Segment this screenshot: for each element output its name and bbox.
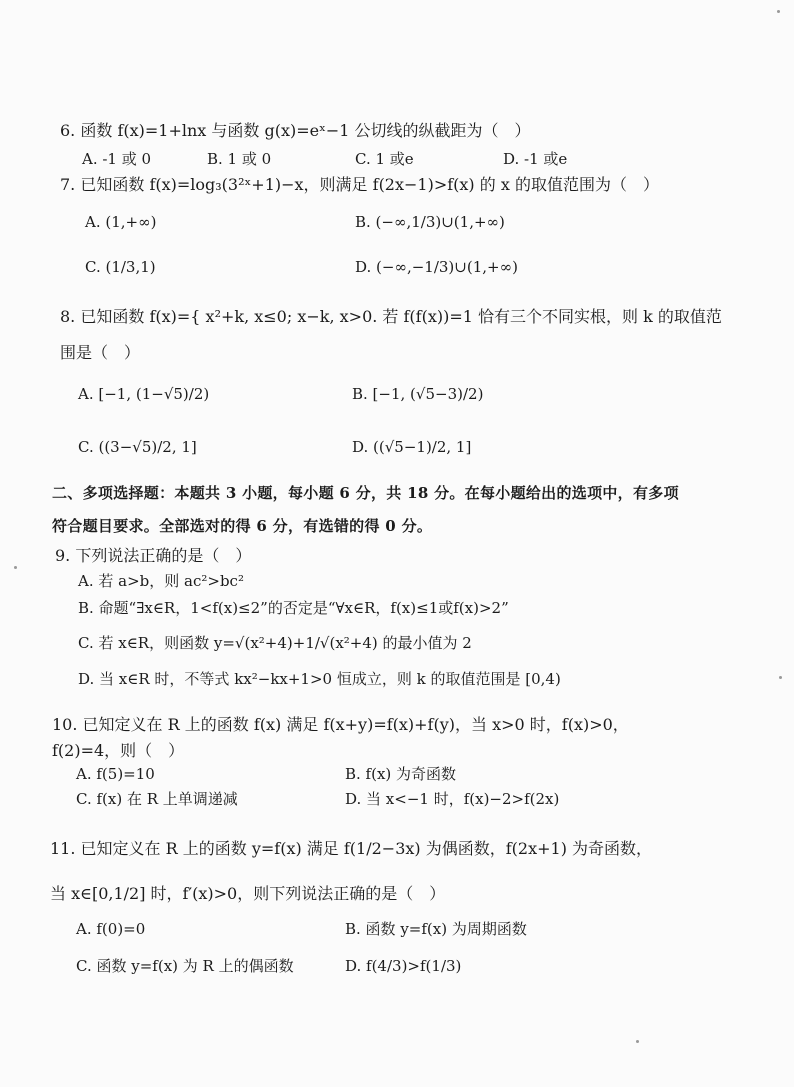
question-6-option-d: D. -1 或e — [503, 150, 568, 168]
question-11-option-a: A. f(0)=0 — [76, 920, 146, 938]
question-7-stem: 7. 已知函数 f(x)=log₃(3²ˣ+1)−x，则满足 f(2x−1)>f(x) 的 x 的取值范围为（ ） — [60, 175, 659, 194]
question-11-stem-line2: 当 x∈[0,1/2] 时，f′(x)>0，则下列说法正确的是（ ） — [50, 884, 446, 903]
section-2-heading-line1: 二、多项选择题：本题共 3 小题，每小题 6 分，共 18 分。在每小题给出的选项中，有多项 — [52, 484, 679, 502]
question-11-option-b: B. 函数 y=f(x) 为周期函数 — [345, 920, 527, 938]
question-8-stem-line2: 围是（ ） — [60, 343, 141, 362]
scan-speck — [14, 566, 17, 569]
question-9-stem: 9. 下列说法正确的是（ ） — [55, 546, 252, 565]
question-7-option-a: A. (1,+∞) — [85, 213, 157, 231]
question-10-option-a: A. f(5)=10 — [76, 765, 155, 783]
question-8-option-a: A. [−1, (1−√5)/2) — [78, 385, 210, 403]
scan-speck — [777, 10, 780, 13]
question-8-option-d: D. ((√5−1)/2, 1] — [352, 438, 472, 456]
question-7-option-d: D. (−∞,−1/3)∪(1,+∞) — [355, 258, 518, 276]
question-10-option-d: D. 当 x<−1 时，f(x)−2>f(2x) — [345, 790, 560, 808]
question-6-stem: 6. 函数 f(x)=1+lnx 与函数 g(x)=eˣ−1 公切线的纵截距为（ ） — [60, 121, 531, 140]
scan-speck — [636, 1040, 639, 1043]
question-9-option-b: B. 命题“∃x∈R，1<f(x)≤2”的否定是“∀x∈R，f(x)≤1或f(x)>2” — [78, 599, 509, 617]
question-9-option-d: D. 当 x∈R 时，不等式 kx²−kx+1>0 恒成立，则 k 的取值范围是 [0,4) — [78, 670, 561, 688]
question-9-option-a: A. 若 a>b，则 ac²>bc² — [78, 572, 244, 590]
question-10-option-c: C. f(x) 在 R 上单调递减 — [76, 790, 238, 808]
question-7-option-c: C. (1/3,1) — [85, 258, 156, 276]
question-10-option-b: B. f(x) 为奇函数 — [345, 765, 457, 783]
section-2-heading-line2: 符合题目要求。全部选对的得 6 分，有选错的得 0 分。 — [52, 517, 433, 535]
question-8-option-c: C. ((3−√5)/2, 1] — [78, 438, 197, 456]
question-6-option-a: A. -1 或 0 — [82, 150, 152, 168]
question-9-option-c: C. 若 x∈R，则函数 y=√(x²+4)+1/√(x²+4) 的最小值为 2 — [78, 634, 472, 652]
question-8-option-b: B. [−1, (√5−3)/2) — [352, 385, 484, 403]
question-6-option-b: B. 1 或 0 — [207, 150, 272, 168]
question-10-stem-line2: f(2)=4，则（ ） — [52, 741, 185, 760]
question-6-option-c: C. 1 或e — [355, 150, 414, 168]
scan-speck — [779, 676, 782, 679]
question-11-option-d: D. f(4/3)>f(1/3) — [345, 957, 462, 975]
question-8-stem-line1: 8. 已知函数 f(x)={ x²+k, x≤0; x−k, x>0. 若 f(f(x))=1 恰有三个不同实根，则 k 的取值范 — [60, 307, 722, 326]
question-7-option-b: B. (−∞,1/3)∪(1,+∞) — [355, 213, 505, 231]
question-11-stem-line1: 11. 已知定义在 R 上的函数 y=f(x) 满足 f(1/2−3x) 为偶函数，f(2x+1) 为奇函数， — [50, 839, 653, 858]
question-10-stem-line1: 10. 已知定义在 R 上的函数 f(x) 满足 f(x+y)=f(x)+f(y)，当 x>0 时，f(x)>0， — [52, 715, 629, 734]
question-11-option-c: C. 函数 y=f(x) 为 R 上的偶函数 — [76, 957, 294, 975]
